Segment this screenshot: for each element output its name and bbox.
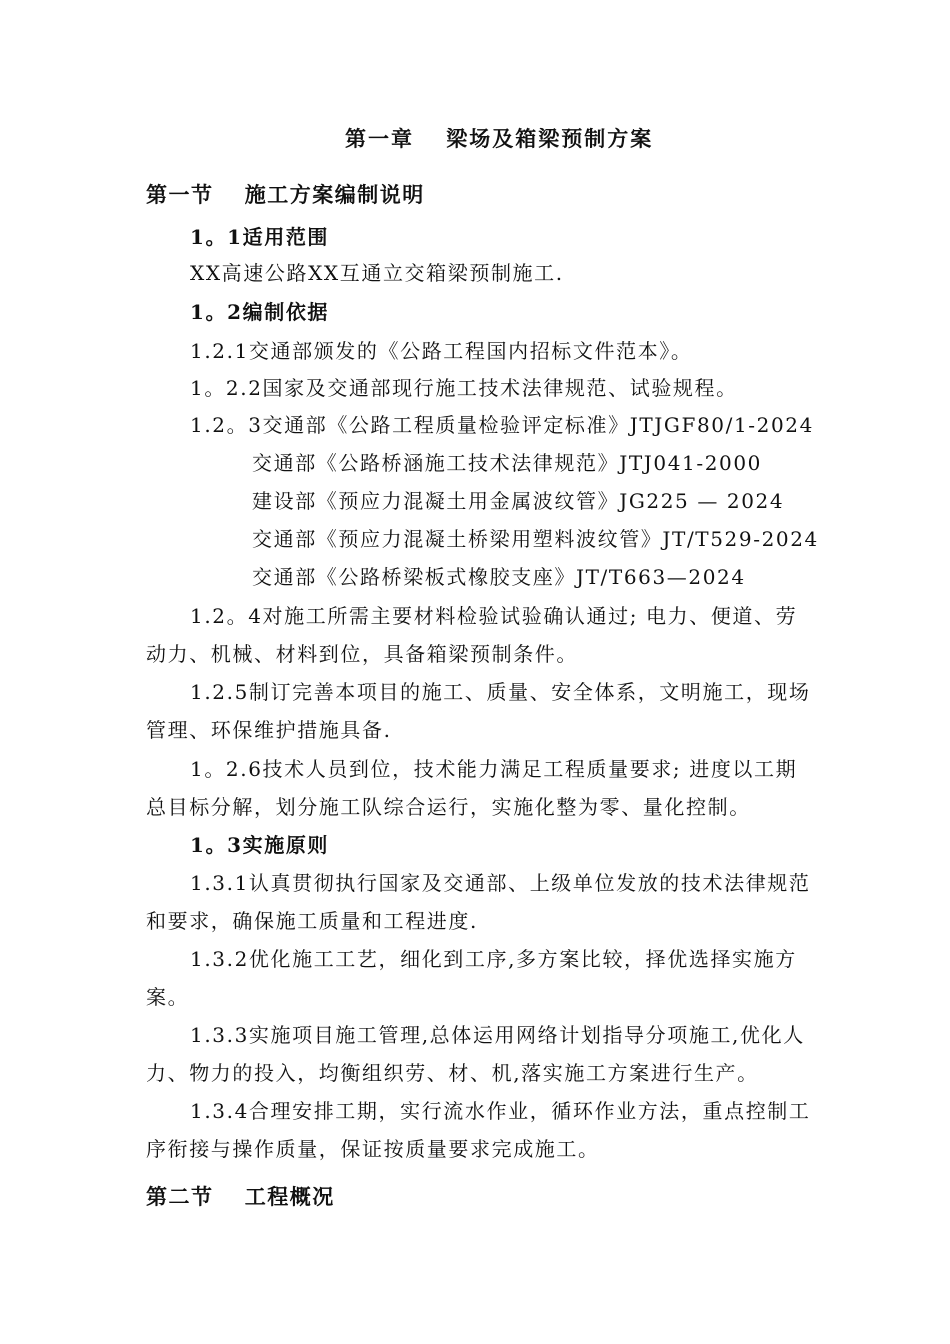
chapter-title: 第一章 梁场及箱梁预制方案: [345, 126, 654, 151]
item-1-3-1-line-2: 和要求，确保施工质量和工程进度.: [146, 909, 478, 933]
item-1-3-2-line-1: 1.3.2优化施工工艺，细化到工序,多方案比较，择优选择实施方: [190, 947, 797, 971]
item-1-3-1-line-1: 1.3.1认真贯彻执行国家及交通部、上级单位发放的技术法律规范: [190, 871, 811, 895]
item-1-3-4-line-1: 1.3.4合理安排工期，实行流水作业，循环作业方法，重点控制工: [190, 1099, 811, 1123]
item-1-3-3-line-2: 力、物力的投入，均衡组织劳、材、机,落实施工方案进行生产。: [146, 1061, 759, 1085]
item-1-2-5-line-2: 管理、环保维护措施具备.: [146, 718, 392, 742]
heading-1-2: 1。2编制依据: [190, 300, 330, 324]
item-1-3-4-line-2: 序衔接与操作质量，保证按质量要求完成施工。: [146, 1137, 600, 1161]
item-1-2-4-line-2: 动力、机械、材料到位，具备箱梁预制条件。: [146, 642, 578, 666]
item-1-3-2-line-2: 案。: [146, 985, 190, 1009]
item-1-2-6-line-1: 1。2.6技术人员到位，技术能力满足工程质量要求; 进度以工期: [190, 757, 798, 781]
standard-line-1: 交通部《公路桥涵施工技术法律规范》JTJ041-2000: [252, 451, 763, 475]
item-1-2-5-line-1: 1.2.5制订完善本项目的施工、质量、安全体系，文明施工，现场: [190, 680, 811, 704]
item-1-2-3: 1.2。3交通部《公路工程质量检验评定标准》JTJGF80/1-2024: [190, 413, 814, 437]
section-1-title: 第一节 施工方案编制说明: [146, 182, 425, 207]
item-1-2-1: 1.2.1交通部颁发的《公路工程国内招标文件范本》。: [190, 339, 693, 363]
standard-line-2: 建设部《预应力混凝土用金属波纹管》JG225 — 2024: [252, 489, 785, 513]
section-2-title: 第二节 工程概况: [146, 1184, 335, 1209]
standard-line-3: 交通部《预应力混凝土桥梁用塑料波纹管》JT/T529-2024: [252, 527, 819, 551]
standard-line-4: 交通部《公路桥梁板式橡胶支座》JT/T663—2024: [252, 565, 746, 589]
item-1-2-2: 1。2.2国家及交通部现行施工技术法律规范、试验规程。: [190, 376, 738, 400]
item-1-3-3-line-1: 1.3.3实施项目施工管理,总体运用网络计划指导分项施工,优化人: [190, 1023, 805, 1047]
paragraph-1-1: XX高速公路XX互通立交箱梁预制施工.: [190, 261, 564, 285]
heading-1-3: 1。3实施原则: [190, 833, 330, 857]
item-1-2-6-line-2: 总目标分解，划分施工队综合运行，实施化整为零、量化控制。: [146, 795, 751, 819]
item-1-2-4-line-1: 1.2。4对施工所需主要材料检验试验确认通过; 电力、便道、劳: [190, 604, 798, 628]
heading-1-1: 1。1适用范围: [190, 225, 330, 249]
